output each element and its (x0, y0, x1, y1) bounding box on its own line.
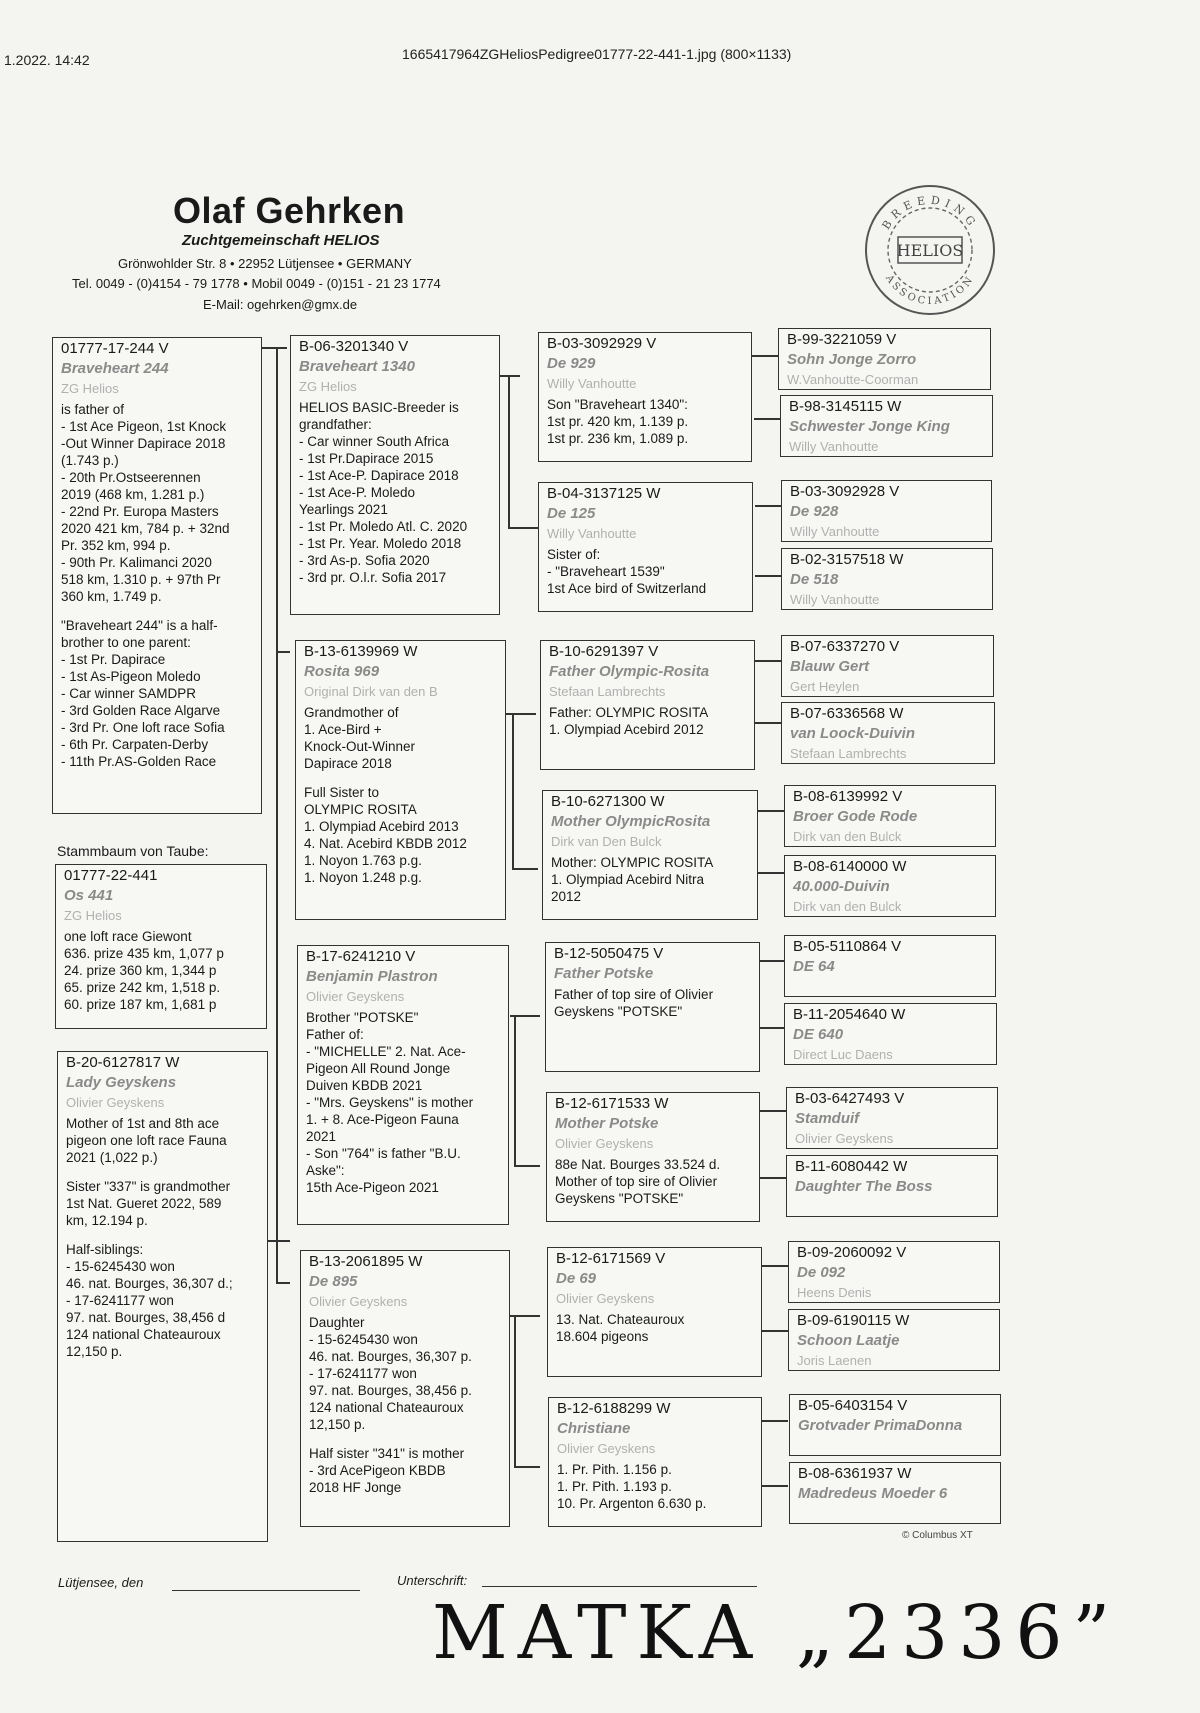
great-grandparent-ring: B-10-6271300 W (551, 793, 665, 810)
note-line: Yearlings 2021 (299, 502, 388, 517)
ggg-ring: B-05-5110864 V (793, 938, 902, 955)
note-line: Mother: OLYMPIC ROSITA (551, 855, 714, 870)
great-grandparent-name: Father Olympic-Rosita (549, 663, 710, 680)
note-line: 12,150 p. (309, 1417, 366, 1432)
stammbaum-label: Stammbaum von Taube: (57, 843, 209, 859)
note-line: 10. Pr. Argenton 6.630 p. (557, 1496, 707, 1511)
breeder-phone: Tel. 0049 - (0)4154 - 79 1778 • Mobil 0049 - (0)151 - 21 23 1774 (72, 276, 441, 291)
ggg-card (781, 702, 995, 764)
place-date-line (172, 1590, 360, 1591)
stamp-bottom-text: ASSOCIATION (883, 273, 977, 308)
great-grandparent-notes (547, 546, 746, 597)
father-ring: 01777-17-244 V (61, 340, 169, 357)
note-line: Pigeon All Round Jonge (306, 1061, 451, 1076)
great-grandparent-breeder: Olivier Geyskens (555, 1136, 654, 1151)
ggg-breeder: Dirk van den Bulck (793, 829, 902, 844)
ggg-card (780, 395, 993, 457)
note-line: grandfather: (299, 417, 372, 432)
note-line: Daughter (309, 1315, 365, 1330)
great-grandparent-ring: B-12-6171533 W (555, 1095, 669, 1112)
note-line: 88e Nat. Bourges 33.524 d. (555, 1157, 721, 1172)
note-line: - 11th Pr.AS-Golden Race (61, 754, 217, 769)
note-line: - "Mrs. Geyskens" is mother (306, 1095, 474, 1110)
grandparent-notes (299, 399, 493, 586)
ggg-card (781, 480, 992, 542)
note-line: Brother "POTSKE" (306, 1010, 419, 1025)
note-line: 2018 HF Jonge (309, 1480, 402, 1495)
ggg-breeder: Olivier Geyskens (795, 1131, 894, 1146)
note-line: - 1st As-Pigeon Moledo (61, 669, 201, 684)
note-line: - Car winner SAMDPR (61, 686, 197, 701)
svg-text:ASSOCIATION (883, 272, 977, 307)
note-line: 97. nat. Bourges, 38,456 p. (309, 1383, 472, 1398)
note-line: - 3rd pr. O.l.r. Sofia 2017 (299, 570, 447, 585)
grandparent-notes (306, 1009, 502, 1196)
note-line: Half sister "341" is mother (309, 1446, 465, 1461)
ggg-card (778, 328, 991, 390)
great-grandparent-ring: B-12-6188299 W (557, 1400, 671, 1417)
pigeon-ring: 01777-22-441 (64, 867, 158, 884)
grandparent-breeder: Original Dirk van den B (304, 684, 438, 699)
grandparent-name: Benjamin Plastron (306, 968, 438, 985)
note-line: - 15-6245430 won (309, 1332, 418, 1347)
note-line: Pr. 352 km, 994 p. (61, 538, 171, 553)
great-grandparent-card (540, 640, 755, 770)
note-line: - 17-6241177 won (309, 1366, 417, 1381)
mother-name: Lady Geyskens (66, 1074, 177, 1091)
note-line: 1. Pr. Pith. 1.156 p. (557, 1462, 672, 1477)
note-line: 1st pr. 236 km, 1.089 p. (547, 431, 689, 446)
ggg-ring: B-03-3092928 V (790, 483, 900, 500)
ggg-ring: B-08-6361937 W (798, 1465, 912, 1482)
great-grandparent-card (538, 482, 753, 612)
great-grandparent-notes (549, 704, 748, 738)
note-line: - 1st Ace Pigeon, 1st Knock (61, 419, 227, 434)
ggg-card (786, 1155, 998, 1217)
ggg-card (786, 1087, 998, 1149)
grandparent-notes (304, 704, 499, 886)
grandparent-card (295, 640, 506, 920)
ggg-ring: B-07-6336568 W (790, 705, 904, 722)
note-line: 518 km, 1.310 p. + 97th Pr (61, 572, 221, 587)
note-line: Mother of top sire of Olivier (555, 1174, 718, 1189)
signature-label: Unterschrift: (397, 1573, 468, 1588)
great-grandparent-card (538, 332, 752, 462)
great-grandparent-breeder: Olivier Geyskens (557, 1441, 656, 1456)
ggg-breeder: Stefaan Lambrechts (790, 746, 907, 761)
ggg-card (781, 635, 994, 697)
pigeon-breeder: ZG Helios (64, 908, 122, 923)
note-line: 2020 421 km, 784 p. + 32nd (61, 521, 230, 536)
ggg-name: Stamduif (795, 1110, 860, 1127)
note-line: - 1st Pr.Dapirace 2015 (299, 451, 434, 466)
note-line: - 15-6245430 won (66, 1259, 175, 1274)
stamp-top-text: BREEDING (879, 193, 981, 232)
grandparent-ring: B-13-2061895 W (309, 1253, 423, 1270)
ggg-name: Daughter The Boss (795, 1178, 933, 1195)
note-line: - 3rd AcePigeon KBDB (309, 1463, 446, 1478)
note-line: Son "Braveheart 1340": (547, 397, 688, 412)
breeder-email: E-Mail: ogehrken@gmx.de (203, 297, 358, 312)
grandparent-notes (309, 1314, 503, 1496)
note-line: Sister of: (547, 547, 601, 562)
note-line: - 17-6241177 won (66, 1293, 174, 1308)
ggg-card (788, 1309, 1000, 1371)
note-line: HELIOS BASIC-Breeder is (299, 400, 459, 415)
great-grandparent-breeder: Willy Vanhoutte (547, 526, 637, 541)
note-line: - 22nd Pr. Europa Masters (61, 504, 219, 519)
ggg-card (789, 1394, 1001, 1456)
note-line: - 20th Pr.Ostseerennen (61, 470, 201, 485)
place-date-label: Lütjensee, den (58, 1575, 144, 1590)
note-line: Father: OLYMPIC ROSITA (549, 705, 709, 720)
ggg-card (784, 1003, 997, 1065)
great-grandparent-notes (551, 854, 751, 905)
note-line: - "MICHELLE" 2. Nat. Ace- (306, 1044, 466, 1059)
handwritten-note: MATKA „2336” (432, 1590, 1121, 1676)
note-line: Father of: (306, 1027, 364, 1042)
note-line: - 1st Ace-P. Moledo (299, 485, 416, 500)
father-notes (61, 401, 255, 770)
note-line: Full Sister to (304, 785, 380, 800)
ggg-ring: B-02-3157518 W (790, 551, 904, 568)
note-line: 1st Nat. Gueret 2022, 589 (66, 1196, 222, 1211)
signature-line (482, 1586, 757, 1587)
note-line: 1st pr. 420 km, 1.139 p. (547, 414, 689, 429)
note-line: - "Braveheart 1539" (547, 564, 665, 579)
note-line: 15th Ace-Pigeon 2021 (306, 1180, 439, 1195)
note-line: 2012 (551, 889, 582, 904)
ggg-name: De 518 (790, 571, 839, 588)
note-line: 636. prize 435 km, 1,077 p (64, 946, 224, 961)
note-line: 2021 (306, 1129, 337, 1144)
grandparent-name: Braveheart 1340 (299, 358, 415, 375)
ggg-name: Madredeus Moeder 6 (798, 1485, 948, 1502)
note-line: Geyskens "POTSKE" (554, 1004, 683, 1019)
note-line: - 3rd Golden Race Algarve (61, 703, 221, 718)
ggg-ring: B-09-6190115 W (797, 1312, 910, 1329)
ggg-name: Schoon Laatje (797, 1332, 900, 1349)
pigeon-card (55, 864, 267, 1029)
note-line: - 3rd Pr. One loft race Sofia (61, 720, 225, 735)
software-credit: © Columbus XT (902, 1530, 973, 1541)
great-grandparent-ring: B-12-5050475 V (554, 945, 664, 962)
father-breeder: ZG Helios (61, 381, 119, 396)
grandparent-ring: B-17-6241210 V (306, 948, 416, 965)
ggg-name: van Loock-Duivin (790, 725, 916, 742)
note-line: Father of top sire of Olivier (554, 987, 714, 1002)
ggg-breeder: Dirk van den Bulck (793, 899, 902, 914)
pigeon-notes (64, 928, 260, 1013)
note-line: - Son "764" is father "B.U. (306, 1146, 461, 1161)
note-line: - 6th Pr. Carpaten-Derby (61, 737, 209, 752)
ggg-name: Grotvader PrimaDonna (798, 1417, 963, 1434)
note-line: - 1st Ace-P. Dapirace 2018 (299, 468, 459, 483)
note-line: Knock-Out-Winner (304, 739, 416, 754)
note-line: - 1st Pr. Year. Moledo 2018 (299, 536, 462, 551)
ggg-name: Sohn Jonge Zorro (787, 351, 917, 368)
note-line: Mother of 1st and 8th ace (66, 1116, 220, 1131)
ggg-ring: B-03-6427493 V (795, 1090, 905, 1107)
grandparent-card (300, 1250, 510, 1527)
note-line: brother to one parent: (61, 635, 191, 650)
ggg-card (789, 1462, 1001, 1524)
note-line: km, 12.194 p. (66, 1213, 148, 1228)
note-line (304, 772, 499, 784)
note-line: (1.743 p.) (61, 453, 119, 468)
great-grandparent-notes (554, 986, 753, 1020)
breeder-subtitle: Zuchtgemeinschaft HELIOS (182, 232, 380, 249)
note-line: - 90th Pr. Kalimanci 2020 (61, 555, 212, 570)
note-line: 1. Noyon 1.248 p.g. (304, 870, 422, 885)
grandparent-card (290, 335, 500, 615)
great-grandparent-breeder: Willy Vanhoutte (547, 376, 637, 391)
note-line: Grandmother of (304, 705, 399, 720)
great-grandparent-card (542, 790, 758, 920)
note-line: Aske": (306, 1163, 345, 1178)
note-line: 1. Noyon 1.763 p.g. (304, 853, 422, 868)
note-line: 1. Pr. Pith. 1.193 p. (557, 1479, 672, 1494)
ggg-name: Schwester Jonge King (789, 418, 950, 435)
great-grandparent-ring: B-04-3137125 W (547, 485, 661, 502)
ggg-ring: B-08-6139992 V (793, 788, 903, 805)
note-line: Duiven KBDB 2021 (306, 1078, 423, 1093)
breeder-address: Grönwohlder Str. 8 • 22952 Lütjensee • GERMANY (118, 256, 412, 271)
note-line: 1. Ace-Bird + (304, 722, 382, 737)
note-line: Dapirace 2018 (304, 756, 392, 771)
note-line: - 1st Pr. Dapirace (61, 652, 166, 667)
note-line: pigeon one loft race Fauna (66, 1133, 227, 1148)
note-line: 1. Olympiad Acebird 2012 (549, 722, 704, 737)
ggg-card (784, 935, 996, 997)
note-line: "Braveheart 244" is a half- (61, 618, 218, 633)
grandparent-breeder: Olivier Geyskens (306, 989, 405, 1004)
print-datetime: 1.2022. 14:42 (4, 52, 90, 68)
great-grandparent-breeder: Stefaan Lambrechts (549, 684, 666, 699)
note-line: 1. Olympiad Acebird Nitra (551, 872, 705, 887)
great-grandparent-name: Father Potske (554, 965, 654, 982)
ggg-card (784, 855, 996, 917)
ggg-card (784, 785, 996, 847)
great-grandparent-ring: B-12-6171569 V (556, 1250, 666, 1267)
mother-breeder: Olivier Geyskens (66, 1095, 165, 1110)
breeder-name: Olaf Gehrken (173, 190, 406, 231)
great-grandparent-breeder: Dirk van Den Bulck (551, 834, 662, 849)
note-line: OLYMPIC ROSITA (304, 802, 417, 817)
ggg-name: De 092 (797, 1264, 846, 1281)
great-grandparent-name: De 929 (547, 355, 596, 372)
note-line: 97. nat. Bourges, 38,456 d (66, 1310, 226, 1325)
great-grandparent-name: Mother Potske (555, 1115, 659, 1132)
ggg-ring: B-11-2054640 W (793, 1006, 906, 1023)
note-line: 1. + 8. Ace-Pigeon Fauna (306, 1112, 459, 1127)
grandparent-card (297, 945, 509, 1225)
grandparent-ring: B-06-3201340 V (299, 338, 409, 355)
ggg-name: Broer Gode Rode (793, 808, 918, 825)
note-line: 12,150 p. (66, 1344, 123, 1359)
note-line (66, 1229, 261, 1241)
note-line: 46. nat. Bourges, 36,307 p. (309, 1349, 472, 1364)
mother-ring: B-20-6127817 W (66, 1054, 180, 1071)
note-line: 1st Ace bird of Switzerland (547, 581, 707, 596)
note-line: 24. prize 360 km, 1,344 p (64, 963, 217, 978)
ggg-name: De 928 (790, 503, 839, 520)
ggg-breeder: Joris Laenen (797, 1353, 872, 1368)
note-line: -Out Winner Dapirace 2018 (61, 436, 226, 451)
note-line: - 1st Pr. Moledo Atl. C. 2020 (299, 519, 468, 534)
note-line: - Car winner South Africa (299, 434, 450, 449)
ggg-name: Blauw Gert (790, 658, 870, 675)
ggg-ring: B-98-3145115 W (789, 398, 902, 415)
great-grandparent-notes (557, 1461, 755, 1512)
ggg-ring: B-09-2060092 V (797, 1244, 907, 1261)
ggg-breeder: Direct Luc Daens (793, 1047, 893, 1062)
pigeon-name: Os 441 (64, 887, 114, 904)
note-line: 124 national Chateauroux (309, 1400, 464, 1415)
note-line: 2021 (1,022 p.) (66, 1150, 158, 1165)
great-grandparent-ring: B-10-6291397 V (549, 643, 659, 660)
note-line: 2019 (468 km, 1.281 p.) (61, 487, 205, 502)
ggg-breeder: Gert Heylen (790, 679, 860, 694)
helios-stamp-icon (862, 182, 998, 318)
great-grandparent-card (548, 1397, 762, 1527)
ggg-ring: B-11-6080442 W (795, 1158, 908, 1175)
ggg-ring: B-07-6337270 V (790, 638, 900, 655)
note-line: 18.604 pigeons (556, 1329, 649, 1344)
note-line: 65. prize 242 km, 1,518 p. (64, 980, 221, 995)
note-line: 360 km, 1.749 p. (61, 589, 162, 604)
grandparent-breeder: ZG Helios (299, 379, 357, 394)
grandparent-name: Rosita 969 (304, 663, 380, 680)
grandparent-name: De 895 (309, 1273, 358, 1290)
great-grandparent-ring: B-03-3092929 V (547, 335, 657, 352)
great-grandparent-breeder: Olivier Geyskens (556, 1291, 655, 1306)
stamp-center-text: HELIOS (896, 241, 964, 260)
note-line (309, 1433, 503, 1445)
great-grandparent-card (546, 1092, 760, 1222)
ggg-ring: B-99-3221059 V (787, 331, 897, 348)
grandparent-ring: B-13-6139969 W (304, 643, 418, 660)
great-grandparent-name: De 125 (547, 505, 596, 522)
great-grandparent-name: De 69 (556, 1270, 597, 1287)
note-line (66, 1166, 261, 1178)
note-line: - 3rd As-p. Sofia 2020 (299, 553, 430, 568)
ggg-breeder: Heens Denis (797, 1285, 872, 1300)
mother-notes (66, 1115, 261, 1360)
father-name: Braveheart 244 (61, 360, 169, 377)
note-line: 1. Olympiad Acebird 2013 (304, 819, 459, 834)
note-line: Sister "337" is grandmother (66, 1179, 231, 1194)
grandparent-breeder: Olivier Geyskens (309, 1294, 408, 1309)
note-line (61, 605, 255, 617)
note-line: 46. nat. Bourges, 36,307 d.; (66, 1276, 233, 1291)
note-line: 60. prize 187 km, 1,681 p (64, 997, 217, 1012)
great-grandparent-notes (547, 396, 745, 447)
great-grandparent-notes (556, 1311, 755, 1345)
ggg-name: DE 640 (793, 1026, 844, 1043)
ggg-card (788, 1241, 1000, 1303)
ggg-ring: B-05-6403154 V (798, 1397, 908, 1414)
great-grandparent-card (547, 1247, 762, 1377)
ggg-name: DE 64 (793, 958, 835, 975)
great-grandparent-notes (555, 1156, 753, 1207)
ggg-breeder: W.Vanhoutte-Coorman (787, 372, 919, 387)
print-file-title: 1665417964ZGHeliosPedigree01777-22-441-1.jpg (800×1133) (402, 46, 792, 62)
ggg-breeder: Willy Vanhoutte (790, 524, 880, 539)
note-line: 124 national Chateauroux (66, 1327, 221, 1342)
note-line: one loft race Giewont (64, 929, 192, 944)
ggg-card (781, 548, 993, 610)
note-line: Half-siblings: (66, 1242, 144, 1257)
ggg-ring: B-08-6140000 W (793, 858, 907, 875)
note-line: is father of (61, 402, 125, 417)
ggg-breeder: Willy Vanhoutte (789, 439, 879, 454)
ggg-name: 40.000-Duivin (793, 878, 890, 895)
mother-card (57, 1051, 268, 1542)
note-line: 4. Nat. Acebird KBDB 2012 (304, 836, 467, 851)
great-grandparent-name: Christiane (557, 1420, 631, 1437)
ggg-breeder: Willy Vanhoutte (790, 592, 880, 607)
note-line: 13. Nat. Chateauroux (556, 1312, 685, 1327)
father-card (52, 337, 262, 814)
great-grandparent-card (545, 942, 760, 1072)
note-line: Geyskens "POTSKE" (555, 1191, 684, 1206)
great-grandparent-name: Mother OlympicRosita (551, 813, 711, 830)
